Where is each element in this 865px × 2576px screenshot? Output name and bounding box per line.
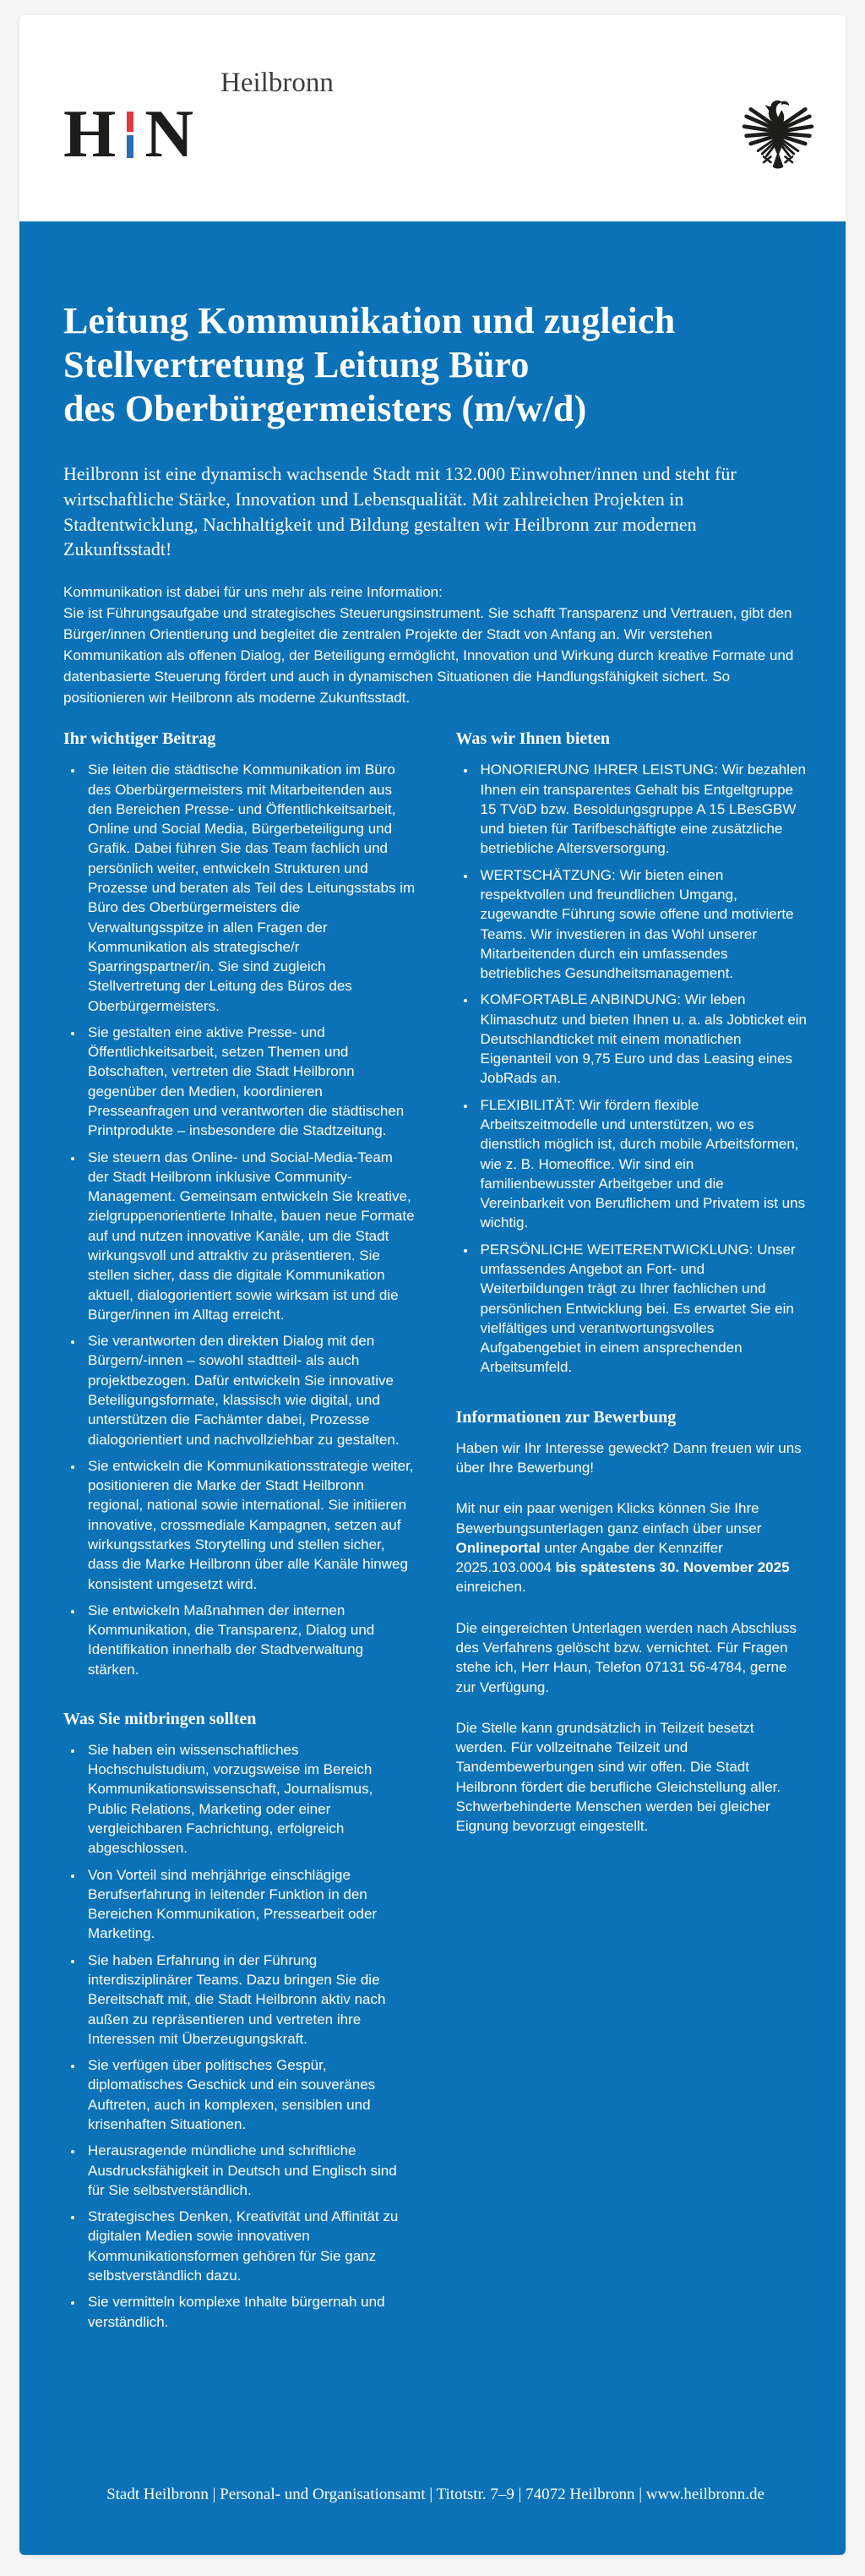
heilbronn-eagle-icon (741, 96, 815, 172)
list-item: • Sie vermitteln komplexe Inhalte bürgernah und verständlich. (84, 2292, 416, 2332)
job-title-line-1: Leitung Kommunikation und zugleich (63, 300, 676, 341)
benefits-list (456, 760, 808, 1377)
section-heading-your-contribution: Ihr wichtiger Beitrag (63, 729, 216, 749)
list-item: • Sie entwickeln die Kommunikationsstrategie weiter, positionieren die Marke der Stadt Heilbronn regional, national sowie international. Sie initiieren innovative, crossmediale Kampagnen, setzen auf wirkungsstarkes Storytelling und stellen sicher, dass die Marke Heilbronn über alle Kanäle hinweg konsistent umgesetzt wird. (84, 1456, 416, 1594)
equal-opportunity-note: Die Stelle kann grundsätzlich in Teilzeit besetzt werden. Für vollzeitnahe Teilzeit und Tandembewerbungen sind wir offen. Die Stadt Heilbronn fördert die berufliche Gleichstellung aller. Schwerbehinderte Menschen werden bei gleicher Eignung bevorzugt eingestellt. (455, 1719, 781, 1835)
list-item: • KOMFORTABLE ANBINDUNG: Wir leben Klimaschutz und bieten Ihnen u. a. als Jobticket ein Deutschlandticket mit einem monatlichen Eigenanteil von 9,75 Euro und das Leasing eines JobRads an. (476, 990, 808, 1088)
intro-paragraph: Heilbronn ist eine dynamisch wachsende Stadt mit 132.000 Einwohner/innen und steht für wirtschaftliche Stärke, Innovation und Lebensqualität. Mit zahlreichen Projekten in Stadtentwicklung, Nachhaltigkeit und Bildung gestalten wir Heilbronn zur modernen Zukunftsstadt! (63, 462, 737, 560)
requirements-list (63, 1740, 416, 2332)
online-portal-label: Onlineportal (455, 1539, 541, 1556)
list-item: • Herausragende mündliche und schriftliche Ausdrucksfähigkeit in Deutsch und Englisch sind für Sie selbstverständlich. (84, 2141, 416, 2200)
logo-letter-h: H (63, 97, 117, 172)
list-item: • Sie haben Erfahrung in der Führung interdisziplinärer Teams. Dazu bringen Sie die Bereitschaft mit, die Stadt Heilbronn aktiv nach außen zu repräsentieren und vertreten ihre Interessen mit Überzeugungskraft. (84, 1951, 416, 2049)
list-item: • Sie verantworten den direkten Dialog mit den Bürgern/-innen – sowohl stadtteil- als auch projektbezogen. Dafür entwickeln Sie innovative Beteiligungsformate, klassisch wie digital, und unterstützen die Fachämter dabei, Prozesse dialogorientiert und nachvollziehbar zu gestalten. (84, 1331, 416, 1449)
list-item: • Sie gestalten eine aktive Presse- und Öffentlichkeitsarbeit, setzen Themen und Botschaften, vertreten die Stadt Heilbronn gegenüber den Medien, koordinieren Presseanfragen und verantworten die städtischen Printprodukte – insbesondere die Stadtzeitung. (84, 1023, 416, 1141)
list-item: • Sie steuern das Online- und Social-Media-Team der Stadt Heilbronn inklusive Community-Management. Gemeinsam entwickeln Sie kreative, zielgruppenorientierte Inhalte, bauen neue Formate auf und nutzen innovative Kanäle, um die Stadt wirkungsvoll und attraktiv zu präsentieren. Sie stellen sicher, dass die digitale Kommunikation aktuell, dialogorientiert sowie wirksam ist und die Bürger/innen im Alltag erreicht. (84, 1148, 416, 1325)
data-privacy-contact: Die eingereichten Unterlagen werden nach Abschluss des Verfahrens gelöscht bzw. vernichtet. Für Fragen stehe ich, Herr Haun, Telefon 07131 56-4784, gerne zur Verfügung. (455, 1619, 797, 1695)
list-item: • PERSÖNLICHE WEITERENTWICKLUNG: Unser umfassendes Angebot an Fort- und Weiterbildungen trägt zu Ihrer fachlichen und persönlichen Entwicklung bei. Es erwartet Sie ein vielfältiges und verantwortungsvolles Aufgabengebiet in einem ansprechenden Arbeitsumfeld. (476, 1240, 808, 1378)
logo-wordmark: Heilbronn (220, 68, 334, 98)
footer-address-line: Stadt Heilbronn | Personal- und Organisationsamt | Titotstr. 7–9 | 74072 Heilbronn | www.heilbronn.de (106, 2486, 764, 2504)
list-item: • Sie entwickeln Maßnahmen der internen Kommunikation, die Transparenz, Dialog und Identifikation innerhalb der Stadtverwaltung stärken. (84, 1601, 416, 1679)
logo-red-bar (127, 112, 133, 132)
mission-paragraph (63, 582, 808, 709)
section-heading-application-info: Informationen zur Bewerbung (455, 1407, 677, 1427)
section-heading-benefits: Was wir Ihnen bieten (455, 729, 610, 749)
right-column (456, 728, 808, 2339)
job-title-line-3: des Oberbürgermeisters (m/w/d) (63, 387, 587, 429)
job-posting-body (19, 221, 846, 2555)
job-title (63, 299, 808, 431)
page (0, 15, 865, 2555)
application-text: unter Angabe der Kennziffer 2025.103.0004 (455, 1539, 723, 1576)
job-title-line-2: Stellvertretung Leitung Büro (63, 343, 530, 385)
contribution-list (63, 760, 416, 1679)
list-item: • Von Vorteil sind mehrjährige einschlägige Berufserfahrung in leitender Funktion in den Bereichen Kommunikation, Pressearbeit oder Marketing. (84, 1865, 416, 1944)
mission-text: Sie ist Führungsaufgabe und strategisches Steuerungsinstrument. Sie schafft Transparenz und Vertrauen, gibt den Bürger/innen Orientierung und begleitet die zentralen Projekte der Stadt von Anfang an. Wir verstehen Kommunikation als offenen Dialog, der Beteiligung ermöglicht, Innovation und Wirkung durch kreative Formate und datenbasierte Steuerung fördert und auch in dynamischen Situationen die Handlungsfähigkeit sichert. So positionieren wir Heilbronn als moderne Zukunftsstadt. (63, 605, 794, 707)
application-deadline: bis spätestens 30. November 2025 (555, 1559, 790, 1576)
list-item: • WERTSCHÄTZUNG: Wir bieten einen respektvollen und freundlichen Umgang, zugewandte Führung sowie offene und motivierte Teams. Wir investieren in das Wohl unserer Mitarbeitenden durch ein umfassendes betriebliches Gesundheitsmanagement. (476, 865, 808, 984)
list-item: • HONORIERUNG IHRER LEISTUNG: Wir bezahlen Ihnen ein transparentes Gehalt bis Entgeltgruppe 15 TVöD bzw. Besoldungsgruppe A 15 LBesGBW und bieten für Tarifbeschäftigte eine zusätzliche betriebliche Altersversorgung. (476, 760, 808, 858)
job-posting-card (19, 15, 846, 2555)
application-instructions (456, 1498, 808, 1596)
application-text: einreichen. (455, 1579, 526, 1596)
left-column (63, 728, 416, 2339)
mission-lead-line: Kommunikation ist dabei für uns mehr als reine Information: (63, 584, 443, 601)
list-item: • Strategisches Denken, Kreativität und Affinität zu digitalen Medien sowie innovativen Kommunikationsformen gehören für Sie ganz selbstverständlich dazu. (84, 2207, 416, 2285)
section-heading-requirements: Was Sie mitbringen sollten (63, 1709, 257, 1728)
logo-bars-icon (127, 112, 133, 158)
list-item: • Sie leiten die städtische Kommunikation im Büro des Oberbürgermeisters mit Mitarbeitenden aus den Bereichen Presse- und Öffentlichkeitsarbeit, Online und Social Media, Bürgerbeteiligung und Grafik. Dabei führen Sie das Team fachlich und persönlich weiter, entwickeln Strukturen und Prozesse und beraten als Teil des Leitungsstabs im Büro des Oberbürgermeisters die Verwaltungsspitze in allen Fragen der Kommunikation als strategische/r Sparringspartner/in. Sie sind zugleich Stellvertretung der Leitung des Büros des Oberbürgermeisters. (84, 760, 416, 1016)
list-item: • FLEXIBILITÄT: Wir fördern flexible Arbeitszeitmodelle und unterstützen, wo es dienstlich möglich ist, durch mobile Arbeitsformen, wie z. B. Homeoffice. Wir sind ein familienbewusster Arbeitgeber und die Vereinbarkeit von Beruflichem und Privatem ist uns wichtig. (476, 1095, 808, 1233)
logo-blue-bar (127, 135, 133, 158)
two-column-layout (63, 728, 808, 2339)
application-text: Mit nur ein paar wenigen Klicks können Sie Ihre Bewerbungsunterlagen ganz einfach über unser (455, 1500, 762, 1536)
hn-logo (63, 68, 334, 172)
application-intro: Haben wir Ihr Interesse geweckt? Dann freuen wir uns über Ihre Bewerbung! (455, 1439, 802, 1476)
header (19, 15, 846, 221)
logo-letter-n: N (144, 97, 194, 172)
list-item: • Sie haben ein wissenschaftliches Hochschulstudium, vorzugsweise im Bereich Kommunikationswissenschaft, Journalismus, Public Relations, Marketing oder einer vergleichbaren Fachrichtung, erfolgreich abgeschlossen. (84, 1740, 416, 1858)
list-item: • Sie verfügen über politisches Gespür, diplomatisches Geschick und ein souveränes Auftreten, auch in komplexen, sensiblen und krisenhaften Situationen. (84, 2055, 416, 2134)
